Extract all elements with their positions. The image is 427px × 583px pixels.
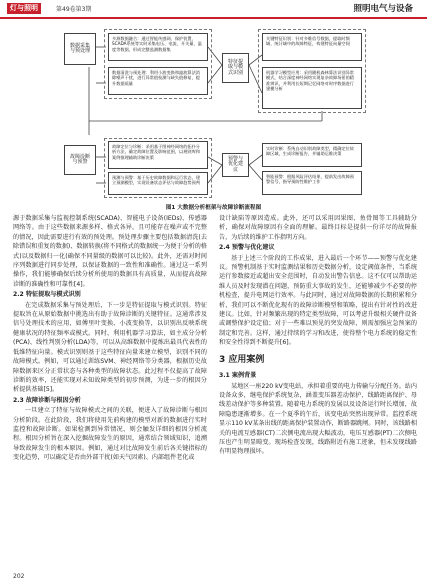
paragraph: 源于数据采集与监视控制系统(SCADA)、智能电子设备(IEDs)、传感器网络等。由于这些数据来源多样、格式各异，且可能存在噪声或不完整的情况，因此需要进行有效的预处理。预处理步骤主要包括数据清洗(去除错误和重复的数据)、数据转换(将不同格式的数据统一为便于分析的格式)以及数据归一化(确保不同量级的数据可以比较)。此外，还需对时间序列数据进行同步处理，以保证数据的一致性和准确性。通过这一系列操作，我们能够确保后续分析所使用的数据具有高质量，从而提高故障诊断的准确性和可靠性[4]。 bbox=[13, 215, 207, 288]
journal-title: 照明电气与设备 bbox=[353, 4, 413, 14]
section-heading: 2.4 预警与优化建议 bbox=[219, 244, 275, 252]
box-ml-models: 机器学习模型应用：采用随机森林算法识别异常模式，结合深度神经网络实现复杂故障场景的精准辨识，并利用长短期记忆网络对时序数据进行建模分析 bbox=[262, 67, 362, 109]
left-column bbox=[13, 214, 207, 463]
box-multi-source-fusion: 多源数据融合：通过智能传感网、保护装置、SCADA系统等实时采集电压、电流、开关量、温度等数据，形成完整监测数据集 bbox=[108, 33, 208, 61]
stage-diagnose-label: 故障诊断与预警 bbox=[64, 145, 96, 175]
section-heading: 2.2 特征提取与模式识别 bbox=[13, 291, 81, 299]
paragraph: 在完成数据采集与预处理后，下一步是特征提取与模式识别。特征提取旨在从原始数据中挑选出有助于故障诊断的关键特征。这通常涉及信号处理技术的应用，如傅里叶变换、小波变换等，以识别出反映系统健康状况的特征频率或模式。同时，利用机器学习算法，如主成分分析(PCA)、线性判别分析(LDA)等，可以从高维数据中提炼出最具代表性的低维特征向量。模式识别则基于这些特征向量来建立模型，识别不同的故障模式。例如，可以通过训练SVM、神经网络等分类器，根据历史故障数据来区分正常状态与各种类型的故障状态。此过程不仅提高了故障诊断的效率，还能实现对未知故障类型的初步预测，为进一步的根因分析提供基础[5]。 bbox=[13, 301, 207, 394]
stage-collect-label: 数据采集与预处理 bbox=[64, 33, 96, 65]
paragraph: 某地区一座220 kV变电站，承担着重要的电力传输与分配任务。站内设备众多，继电保护系统复杂，涵盖变压器差动保护、线路距离保护、母线差动保护等多种装置。随着电力系统的发展以及设备运行时长增加，故障隐患逐渐增多。在一个夏季的午后，该变电站突然出现异常。监控系统显示110 kV某条出线的距离保护装置动作，断路器跳闸。同时，该线路相关的电流互感器(CT)二次侧电流出现大幅波动，电压互感器(PT)二次侧电压也产生明显畸变。现场检查发现，线路附近有施工迹象，但未发现线路有明显物理损坏。 bbox=[219, 382, 417, 456]
paragraph: 一旦建立了特征与故障模式之间的关联，便进入了故障诊断与根因分析阶段。在此阶段，我们将使用先前构建的模型对新的数据进行实时监控和故障诊断。如果检测到异常情况，则会触发详细的根因分析流程。根因分析旨在深入挖掘故障发生的原因，通常结合领域知识，追溯导致故障发生的根本原因。例如，通过对比故障发生前后各关键指标的变化趋势，可以确定是否由外部干扰(如天气因素)、内部组件老化或 bbox=[13, 407, 207, 462]
box-key-features: 关键特征识别：针对多维信号数据，提取时频域、统计域中的故障特征，构建特征向量空间 bbox=[262, 33, 362, 61]
journal-logo: 灯与照明 bbox=[7, 3, 41, 14]
box-fault-location: 故障定位与诊断：采用基于图神经网络的拓扑分析方法，确定故障位置及影响范围，以规则库和案例推理辅助诊断决策 bbox=[108, 141, 208, 169]
stage-feature-label: 特征提取与模式识别 bbox=[222, 53, 249, 83]
flowchart-figure bbox=[62, 25, 367, 201]
figure-caption: 图1 大数据分析框架与故障诊断流程图 bbox=[165, 205, 262, 211]
page-header bbox=[0, 0, 427, 16]
paragraph: 设计缺陷等原因造成。此外，还可以采用因果图、鱼骨图等工具辅助分析，确保对故障原因有全面的理解。最终目标是提供一份详尽的故障报告，为后续的维护工作指明方向。 bbox=[219, 215, 417, 241]
box-prediction: 预测与预警：基于历史故障数据和运行状态，建立预测模型，实现设备状态评估与故障趋势预判 bbox=[108, 172, 208, 195]
box-smart-warning: 智能预警：根据风险评估结果，提前发出故障预警信号，指导预防性维护工作 bbox=[262, 171, 362, 195]
section-heading: 3.1 案例背景 bbox=[219, 372, 257, 380]
right-column bbox=[219, 214, 417, 457]
box-data-cleaning: 数据清洗与预处理：利用小波变换和滤波算法消除噪声干扰，进行异常值检测与缺失值修复，提升数据质量 bbox=[108, 67, 208, 95]
header-rule bbox=[0, 17, 427, 19]
box-realtime-diagnosis: 实时诊断：系统自动识别故障类型，精确定位故障区域，生成诊断报告，并辅助运维决策 bbox=[262, 143, 362, 167]
chapter-heading: 3 应用案例 bbox=[219, 354, 265, 365]
paragraph: 基于上述三个阶段的工作成果，进入最后一个环节——预警与优化建议。预警机制基于实时监测结果和历史数据分析，设定阈值条件，当系统运行参数接近或超出安全范围时，自动发出警告信息。这不仅可以帮助运维人员及时发现潜在问题，预防重大事故的发生，还能够减少不必要的停机检查，提升电网运行效率。与此同时，通过对故障数据的长期积累和分析，我们可以不断优化现有的故障诊断模型和策略，提出有针对性的改进建议。比如，针对频繁出现的特定类型故障，可以考虑升级相关硬件设备或调整保护设定值；对于一些难以预见的突发故障，则需加强应急预案的制定和完善。这样，通过持续的学习和改进，使得整个电力系统的稳定性和安全性得到不断提升[6]。 bbox=[219, 254, 417, 347]
issue-label: 第49卷第3期 bbox=[56, 6, 92, 13]
section-heading: 2.3 故障诊断与根因分析 bbox=[13, 396, 81, 404]
stage-warning-label: 预警与优化建议 bbox=[222, 153, 249, 177]
page-number: 202 bbox=[13, 573, 25, 580]
